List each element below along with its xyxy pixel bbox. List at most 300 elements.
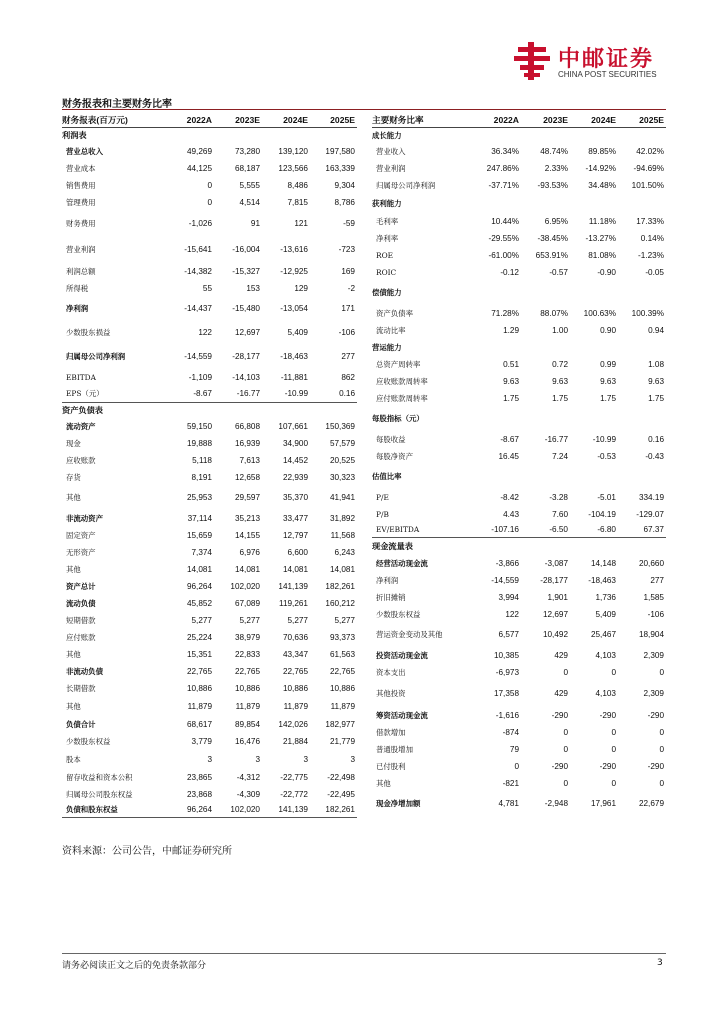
row-label: EPS（元）	[66, 389, 104, 399]
header-year-cell: 2023E	[214, 112, 262, 128]
value-cell: 81.08%	[588, 250, 616, 260]
value-cell: 0.51	[503, 359, 519, 369]
table-header-row	[62, 112, 357, 128]
table-row	[62, 177, 357, 194]
value-cell: 141,139	[262, 803, 310, 818]
value-cell: 3	[255, 754, 260, 764]
value-cell: 169	[341, 266, 355, 276]
value-cell: -1,109	[188, 372, 212, 382]
row-label: 折旧摊销	[376, 592, 406, 602]
value-cell: 9,304	[334, 180, 355, 190]
value-cell: -22,498	[327, 772, 355, 782]
value-cell: -59	[343, 219, 355, 228]
table-row	[62, 786, 357, 803]
financial-statements-table	[62, 112, 357, 818]
value-cell: 38,979	[234, 632, 260, 642]
value-cell: 17,961	[590, 799, 616, 808]
table-row	[62, 595, 357, 612]
value-cell: 22,765	[329, 666, 355, 676]
table-row	[372, 572, 666, 589]
company-logo	[514, 40, 674, 84]
row-label: 归属母公司股东权益	[66, 789, 133, 799]
value-cell: 1.00	[552, 325, 568, 335]
value-cell: 68,617	[186, 719, 212, 729]
value-cell: 33,477	[282, 513, 308, 523]
row-label: 借款增加	[376, 727, 406, 737]
value-cell: 25,953	[186, 493, 212, 502]
row-label: 筹资活动现金流	[376, 710, 428, 720]
table-row	[62, 612, 357, 629]
value-cell: 429	[554, 689, 568, 698]
value-cell: -11,881	[280, 372, 308, 382]
value-cell: -15,480	[232, 304, 260, 313]
table-row	[62, 469, 357, 486]
value-cell	[521, 339, 570, 356]
value-cell: 37,114	[187, 513, 212, 523]
value-cell: 182,261	[310, 803, 357, 818]
value-cell	[618, 465, 666, 489]
value-cell: -723	[338, 245, 355, 254]
value-cell: 142,026	[278, 719, 308, 729]
header-year-cell: 2023E	[521, 112, 570, 128]
value-cell: -1.23%	[638, 250, 664, 260]
table-row	[372, 194, 666, 213]
header-year-cell: 2022A	[472, 112, 521, 128]
table-row	[62, 435, 357, 452]
value-cell: 9.63	[600, 376, 616, 386]
row-label: 少数股东权益	[66, 736, 111, 746]
value-cell: 5,277	[287, 615, 308, 625]
row-label: 流动比率	[376, 325, 406, 335]
value-cell: 16.45	[498, 451, 519, 461]
top-rule	[62, 109, 666, 110]
value-cell: 10,385	[493, 650, 519, 660]
table-row	[372, 538, 666, 555]
value-cell: 0	[563, 727, 568, 737]
row-label: 归属母公司净利润	[66, 352, 126, 361]
table-row	[62, 510, 357, 527]
page-number: 3	[657, 958, 663, 968]
value-cell: 2,309	[643, 689, 664, 698]
value-cell: 15,351	[186, 649, 212, 659]
table-row	[372, 322, 666, 339]
value-cell: 35,370	[282, 493, 308, 502]
value-cell: 0	[563, 667, 568, 677]
value-cell	[570, 194, 618, 213]
row-label: 财务费用	[66, 219, 96, 228]
row-label: 负债和股东权益	[62, 803, 166, 818]
table-row	[372, 213, 666, 230]
value-cell: 107,661	[278, 421, 308, 431]
value-cell: 5,555	[239, 180, 260, 190]
table-row	[62, 646, 357, 663]
value-cell: -29.55%	[488, 233, 519, 243]
value-cell: 89,854	[234, 719, 260, 729]
value-cell: 6,243	[334, 547, 355, 557]
value-cell: 0	[611, 744, 616, 754]
table-row	[62, 733, 357, 750]
value-cell: 34,900	[282, 438, 308, 448]
value-cell: 10,886	[186, 683, 212, 693]
value-cell: -14,559	[184, 352, 212, 361]
table-row	[62, 578, 357, 595]
table-row	[62, 211, 357, 237]
value-cell	[472, 281, 521, 305]
row-label: 营业利润	[66, 245, 96, 254]
value-cell	[310, 128, 357, 143]
value-cell: -14,559	[491, 575, 519, 585]
table-row	[372, 758, 666, 775]
value-cell: 89.85%	[588, 146, 616, 156]
table-row	[62, 418, 357, 435]
value-cell: 7.24	[552, 451, 568, 461]
value-cell: 93,373	[329, 632, 355, 642]
row-label: 获利能力	[372, 198, 402, 208]
row-label: 营业收入	[376, 146, 406, 156]
value-cell: 0.72	[552, 359, 568, 369]
table-row	[62, 128, 357, 143]
value-cell: 10,886	[234, 683, 260, 693]
table-row	[372, 431, 666, 448]
value-cell	[618, 281, 666, 305]
value-cell: -3.28	[549, 492, 568, 502]
table-row	[372, 724, 666, 741]
value-cell	[570, 538, 618, 555]
logo-english-text: CHINA POST SECURITIES	[558, 70, 657, 79]
value-cell: 122	[505, 609, 519, 619]
value-cell: 122	[198, 328, 212, 337]
table-row	[62, 345, 357, 369]
value-cell: 31,892	[329, 513, 355, 523]
table-row	[62, 369, 357, 386]
value-cell: 20,525	[329, 455, 355, 465]
value-cell: 1.75	[503, 393, 519, 403]
value-cell: 182,261	[325, 581, 355, 591]
value-cell: 0	[659, 778, 664, 788]
value-cell: 30,323	[329, 472, 355, 482]
value-cell: 197,580	[325, 146, 355, 156]
value-cell	[570, 281, 618, 305]
row-label: 非流动负债	[66, 666, 103, 676]
table-row	[62, 297, 357, 321]
value-cell: 1.29	[503, 325, 519, 335]
table-row	[62, 680, 357, 697]
financial-statements-panel	[62, 112, 357, 818]
value-cell: 79	[509, 744, 519, 754]
value-cell: 100.63%	[583, 308, 616, 318]
row-label: 其他	[66, 564, 81, 574]
value-cell: 4,514	[239, 197, 260, 207]
row-label: 每股净资产	[376, 451, 413, 461]
value-cell: 20,660	[638, 558, 664, 568]
value-cell: 429	[554, 650, 568, 660]
value-cell: -4,312	[236, 772, 260, 782]
row-label: 现金流量表	[372, 538, 472, 555]
value-cell: 11,879	[187, 701, 212, 711]
table-row	[62, 663, 357, 680]
value-cell: 119,261	[279, 598, 308, 608]
value-cell: 19,888	[186, 438, 212, 448]
value-cell: -13,616	[280, 245, 308, 254]
value-cell: 0	[207, 197, 212, 207]
value-cell: -15,641	[184, 245, 212, 254]
value-cell: 3	[207, 754, 212, 764]
row-label: 少数股东损益	[66, 328, 111, 337]
value-cell	[521, 194, 570, 213]
row-label: 其他	[66, 701, 81, 711]
header-year-cell: 2025E	[310, 112, 357, 128]
value-cell: 0	[659, 727, 664, 737]
row-label: P/E	[376, 492, 389, 502]
value-cell: 25,467	[590, 630, 616, 639]
value-cell: 0	[563, 744, 568, 754]
table-row	[372, 623, 666, 647]
row-label: 现金	[66, 438, 81, 448]
value-cell: 59,150	[186, 421, 212, 431]
table-row	[62, 386, 357, 403]
table-row	[372, 465, 666, 489]
value-cell: 96,264	[166, 803, 214, 818]
value-cell: 5,277	[334, 615, 355, 625]
value-cell: -290	[551, 761, 568, 771]
value-cell: 34.48%	[588, 180, 616, 190]
table-row	[372, 407, 666, 431]
value-cell	[618, 538, 666, 555]
value-cell: 91	[250, 219, 260, 228]
header-year-cell: 2024E	[262, 112, 310, 128]
value-cell: 7.60	[552, 509, 568, 519]
value-cell: 129	[294, 283, 308, 293]
value-cell	[262, 403, 310, 418]
value-cell: 121	[294, 219, 308, 228]
value-cell: 1,736	[595, 592, 616, 602]
value-cell: -0.57	[549, 267, 568, 277]
value-cell: -4,309	[236, 789, 260, 799]
value-cell	[521, 128, 570, 143]
value-cell: -14,103	[232, 372, 260, 382]
value-cell	[570, 465, 618, 489]
row-label: 存货	[66, 472, 81, 482]
value-cell: 0.16	[648, 434, 664, 444]
value-cell: 1,901	[547, 592, 568, 602]
table-row	[372, 506, 666, 523]
china-post-logo-icon	[514, 42, 550, 80]
row-label: 每股指标（元）	[372, 414, 424, 423]
header-year-cell: 2022A	[166, 112, 214, 128]
value-cell	[570, 339, 618, 356]
value-cell: 3,779	[191, 736, 212, 746]
value-cell: 16,939	[234, 438, 260, 448]
value-cell: 1,585	[643, 592, 664, 602]
row-label: 销售费用	[66, 180, 96, 190]
table-row	[62, 403, 357, 418]
table-row	[372, 373, 666, 390]
value-cell: 36.34%	[491, 146, 519, 156]
value-cell: 71.28%	[491, 308, 519, 318]
value-cell: -8.42	[500, 492, 519, 502]
table-row	[372, 681, 666, 707]
value-cell: -0.90	[597, 267, 616, 277]
value-cell: 3	[303, 754, 308, 764]
row-label: 总资产周转率	[376, 359, 421, 369]
value-cell: 6,600	[287, 547, 308, 557]
value-cell: 16,476	[234, 736, 260, 746]
value-cell: 123,566	[278, 163, 308, 173]
value-cell	[472, 194, 521, 213]
table-row	[62, 194, 357, 211]
value-cell: 4,103	[595, 650, 616, 660]
row-label: 估值比率	[372, 472, 402, 481]
value-cell: 44,125	[186, 163, 212, 173]
row-label: 资本支出	[376, 667, 406, 677]
value-cell: 102,020	[214, 803, 262, 818]
header-year-cell: 2024E	[570, 112, 618, 128]
value-cell: -106	[338, 328, 355, 337]
table-row	[62, 716, 357, 733]
value-cell	[472, 339, 521, 356]
value-cell: -290	[551, 710, 568, 720]
row-label: 流动资产	[66, 421, 96, 431]
row-label: 已付股利	[376, 761, 406, 771]
table-row	[62, 629, 357, 646]
value-cell: -28,177	[540, 575, 568, 585]
value-cell: -2,948	[544, 799, 568, 808]
value-cell	[618, 194, 666, 213]
table-row	[372, 523, 666, 538]
value-cell: -14.92%	[585, 163, 616, 173]
value-cell: -0.43	[645, 451, 664, 461]
row-label: 股本	[66, 754, 81, 764]
table-row	[372, 792, 666, 816]
value-cell	[262, 128, 310, 143]
value-cell: 12,797	[282, 530, 308, 540]
value-cell: 29,597	[234, 493, 260, 502]
value-cell: 11.18%	[588, 216, 616, 226]
value-cell: 0	[611, 778, 616, 788]
row-label: 无形资产	[66, 547, 96, 557]
value-cell	[521, 465, 570, 489]
value-cell: -6.50	[549, 525, 568, 535]
value-cell: 163,339	[325, 163, 355, 173]
value-cell: -16.77	[236, 389, 260, 399]
value-cell: -0.05	[645, 267, 664, 277]
value-cell: 0	[563, 778, 568, 788]
table-row	[62, 452, 357, 469]
value-cell: -129.07	[636, 509, 664, 519]
value-cell: 0.16	[339, 389, 355, 399]
header-label-cell: 财务报表(百万元)	[62, 112, 166, 128]
row-label: 现金净增加额	[376, 799, 421, 808]
row-label: 应收账款周转率	[376, 376, 428, 386]
value-cell: 277	[650, 575, 664, 585]
table-row	[62, 544, 357, 561]
row-label: 其他投资	[376, 689, 406, 698]
value-cell: -18,463	[588, 575, 616, 585]
table-row	[62, 263, 357, 280]
value-cell: 9.63	[503, 376, 519, 386]
row-label: 利润表	[62, 129, 87, 140]
value-cell: 11,879	[235, 701, 260, 711]
value-cell: 139,120	[278, 146, 308, 156]
row-label: 投资活动现金流	[376, 650, 428, 660]
value-cell	[618, 407, 666, 431]
value-cell: 10.44%	[491, 216, 519, 226]
table-header-row	[372, 112, 666, 128]
value-cell: -3,866	[495, 558, 519, 568]
value-cell	[618, 128, 666, 143]
value-cell: -290	[647, 710, 664, 720]
table-row	[372, 281, 666, 305]
value-cell: 25,224	[186, 632, 212, 642]
value-cell: 11,879	[330, 701, 355, 711]
row-label: ROIC	[376, 267, 397, 277]
row-label: 归属母公司净利润	[376, 180, 436, 190]
row-label: EBITDA	[66, 372, 96, 382]
table-row	[62, 803, 357, 818]
table-row	[372, 448, 666, 465]
value-cell	[521, 281, 570, 305]
row-label: P/B	[376, 509, 389, 519]
value-cell: 67.37	[643, 525, 664, 535]
value-cell	[618, 339, 666, 356]
value-cell: 14,081	[282, 564, 308, 574]
value-cell: 5,409	[287, 328, 308, 337]
row-label: 普通股增加	[376, 744, 413, 754]
table-row	[372, 247, 666, 264]
value-cell: -0.12	[500, 267, 519, 277]
value-cell: 12,658	[234, 472, 260, 482]
table-row	[372, 775, 666, 792]
table-row	[62, 527, 357, 544]
row-label: 净利润	[376, 575, 399, 585]
value-cell: -18,463	[280, 352, 308, 361]
logo-chinese-text: 中邮证券	[558, 47, 655, 72]
row-label: 营运能力	[372, 342, 402, 352]
value-cell: 4.43	[503, 509, 519, 519]
value-cell: 6,577	[498, 630, 519, 639]
table-row	[62, 280, 357, 297]
value-cell: -38.45%	[537, 233, 568, 243]
row-label: 留存收益和资本公积	[66, 772, 133, 782]
value-cell: -290	[599, 710, 616, 720]
value-cell: 23,868	[186, 789, 212, 799]
row-label: 其他	[66, 649, 81, 659]
value-cell: 35,213	[234, 513, 260, 523]
row-label: 负债合计	[66, 719, 96, 729]
table-row	[372, 555, 666, 572]
table-row	[372, 143, 666, 160]
value-cell	[310, 403, 357, 418]
value-cell: 5,118	[192, 455, 212, 465]
value-cell: 66,808	[234, 421, 260, 431]
value-cell: -821	[502, 778, 519, 788]
table-row	[62, 769, 357, 786]
value-cell: 1.08	[648, 359, 664, 369]
header-year-cell: 2025E	[618, 112, 666, 128]
value-cell: 14,452	[282, 455, 308, 465]
value-cell: 8,486	[287, 180, 308, 190]
value-cell: 8,191	[191, 472, 212, 482]
value-cell: -3,087	[544, 558, 568, 568]
value-cell: 22,833	[234, 649, 260, 659]
value-cell: 153	[246, 283, 260, 293]
table-row	[372, 741, 666, 758]
row-label: 营业总收入	[66, 146, 103, 156]
value-cell: 141,139	[278, 581, 308, 591]
value-cell: -5.01	[597, 492, 616, 502]
value-cell: 22,765	[282, 666, 308, 676]
value-cell: 22,765	[186, 666, 212, 676]
